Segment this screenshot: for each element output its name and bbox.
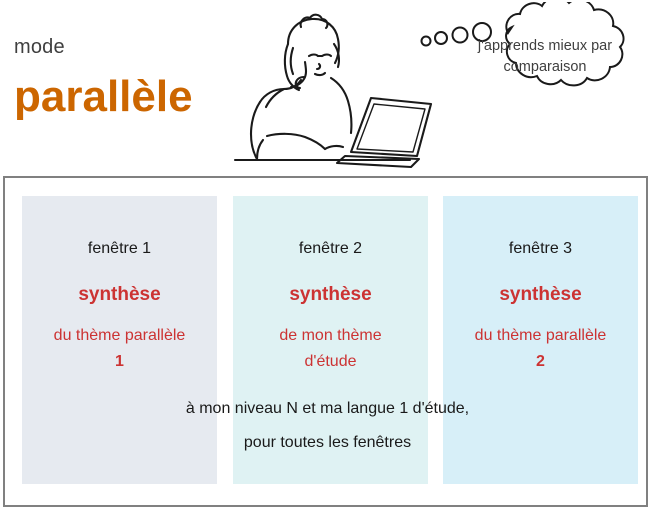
- synthese-label-3: synthèse: [499, 284, 582, 305]
- column-description-2-line2: d'étude: [304, 353, 357, 370]
- window-label-3: fenêtre 3: [508, 240, 573, 257]
- panel-footer-line-1: à mon niveau N et ma langue 1 d'étude,: [185, 400, 470, 417]
- column-description-3: [443, 323, 638, 375]
- person-studying-at-laptop-icon: [205, 4, 435, 174]
- panel-footer-line-2: pour toutes les fenêtres: [243, 434, 412, 451]
- column-description-1: [22, 323, 217, 375]
- mode-label: mode: [14, 36, 65, 58]
- synthese-label-2: synthèse: [289, 284, 372, 305]
- parallel-mode-panel: [3, 176, 648, 507]
- thought-bubble-text: j'apprends mieux par comparaison: [477, 38, 613, 75]
- column-description-3-line2: 2: [536, 353, 545, 370]
- column-description-1-line1: du thème parallèle: [53, 327, 186, 344]
- column-description-1-line2: 1: [115, 353, 124, 370]
- column-description-2: [233, 323, 428, 375]
- synthese-label-1: synthèse: [78, 284, 161, 305]
- header: [0, 0, 657, 172]
- window-label-1: fenêtre 1: [87, 240, 152, 257]
- window-label-2: fenêtre 2: [298, 240, 363, 257]
- page-title: parallèle: [14, 72, 193, 121]
- column-description-3-line1: du thème parallèle: [474, 327, 607, 344]
- column-description-2-line1: de mon thème: [279, 327, 382, 344]
